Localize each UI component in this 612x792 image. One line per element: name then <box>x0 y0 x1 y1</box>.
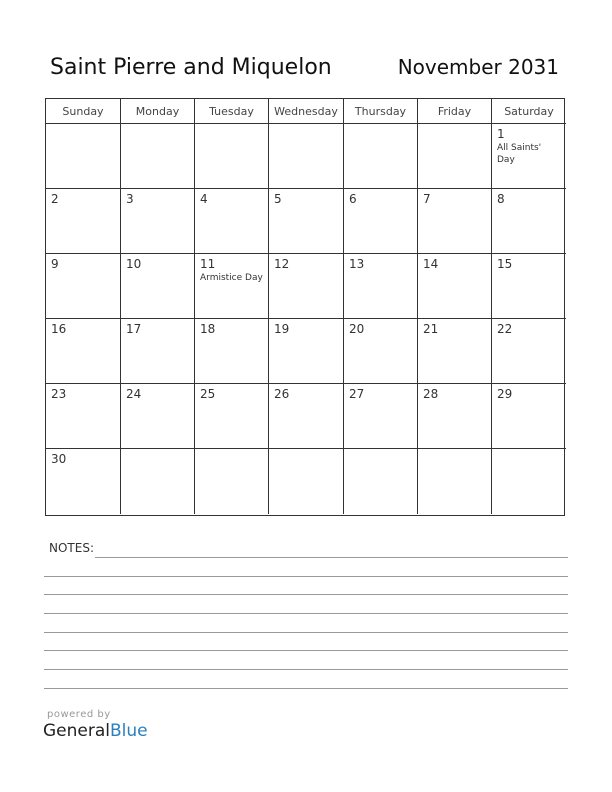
day-cell <box>46 449 121 514</box>
day-number: 11 <box>200 257 216 271</box>
notes-line <box>44 688 568 689</box>
calendar-grid <box>45 98 565 516</box>
weekday-header-friday: Friday <box>418 99 492 124</box>
day-cell <box>269 254 344 319</box>
day-cell <box>418 254 492 319</box>
day-cell <box>269 384 344 449</box>
notes-line <box>44 650 568 651</box>
day-number: 5 <box>274 192 282 206</box>
day-cell <box>344 189 418 254</box>
weekday-header-tuesday: Tuesday <box>195 99 269 124</box>
notes-line <box>95 557 568 558</box>
day-cell <box>195 254 269 319</box>
day-cell <box>492 319 566 384</box>
day-cell <box>418 319 492 384</box>
day-number: 23 <box>51 387 67 401</box>
day-cell <box>121 319 195 384</box>
weekday-header-wednesday: Wednesday <box>269 99 344 124</box>
day-cell <box>121 254 195 319</box>
day-number: 16 <box>51 322 67 336</box>
day-number: 12 <box>274 257 290 271</box>
day-number: 4 <box>200 192 208 206</box>
day-number: 28 <box>423 387 439 401</box>
notes-line <box>44 669 568 670</box>
day-number: 2 <box>51 192 59 206</box>
day-number: 1 <box>497 127 505 141</box>
day-cell <box>121 384 195 449</box>
day-number: 27 <box>349 387 365 401</box>
notes-label: NOTES: <box>49 541 94 555</box>
day-cell <box>344 319 418 384</box>
day-cell <box>344 124 418 189</box>
day-cell <box>344 449 418 514</box>
powered-by-text: powered by <box>47 709 111 720</box>
day-cell <box>344 384 418 449</box>
day-cell <box>46 254 121 319</box>
notes-line <box>44 613 568 614</box>
holiday-label: Armistice Day <box>200 273 263 283</box>
day-number: 7 <box>423 192 431 206</box>
day-cell <box>492 189 566 254</box>
day-cell <box>195 124 269 189</box>
calendar-title: Saint Pierre and Miquelon <box>50 55 332 80</box>
day-cell <box>492 254 566 319</box>
day-cell <box>418 384 492 449</box>
day-number: 18 <box>200 322 216 336</box>
day-cell <box>492 449 566 514</box>
weekday-header-monday: Monday <box>121 99 195 124</box>
day-cell <box>195 319 269 384</box>
day-cell <box>418 189 492 254</box>
brand-general: General <box>43 721 110 741</box>
notes-line <box>44 632 568 633</box>
day-cell <box>46 124 121 189</box>
day-number: 19 <box>274 322 290 336</box>
notes-line <box>44 576 568 577</box>
day-number: 8 <box>497 192 505 206</box>
day-cell <box>269 124 344 189</box>
day-number: 26 <box>274 387 290 401</box>
day-cell <box>269 449 344 514</box>
generalblue-logo <box>43 721 148 741</box>
day-cell <box>344 254 418 319</box>
notes-line <box>44 594 568 595</box>
day-number: 30 <box>51 452 67 466</box>
day-cell <box>418 449 492 514</box>
day-number: 6 <box>349 192 357 206</box>
day-cell <box>121 449 195 514</box>
day-cell <box>121 189 195 254</box>
day-cell <box>195 189 269 254</box>
day-cell <box>492 384 566 449</box>
weekday-header-sunday: Sunday <box>46 99 121 124</box>
month-label: November 2031 <box>397 55 559 79</box>
weekday-header-saturday: Saturday <box>492 99 566 124</box>
day-cell <box>46 384 121 449</box>
day-cell <box>269 189 344 254</box>
day-cell <box>492 124 566 189</box>
day-number: 22 <box>497 322 513 336</box>
day-number: 10 <box>126 257 142 271</box>
day-number: 25 <box>200 387 216 401</box>
day-number: 24 <box>126 387 142 401</box>
day-number: 21 <box>423 322 439 336</box>
day-cell <box>121 124 195 189</box>
day-cell <box>195 384 269 449</box>
day-number: 29 <box>497 387 513 401</box>
day-cell <box>46 189 121 254</box>
day-number: 20 <box>349 322 365 336</box>
day-cell <box>269 319 344 384</box>
day-number: 15 <box>497 257 513 271</box>
day-number: 9 <box>51 257 59 271</box>
day-number: 3 <box>126 192 134 206</box>
day-cell <box>195 449 269 514</box>
day-cell <box>46 319 121 384</box>
weekday-header-thursday: Thursday <box>344 99 418 124</box>
holiday-label: All Saints' Day <box>497 143 542 165</box>
day-number: 14 <box>423 257 439 271</box>
brand-blue: Blue <box>110 721 148 741</box>
day-cell <box>418 124 492 189</box>
day-number: 13 <box>349 257 365 271</box>
day-number: 17 <box>126 322 142 336</box>
